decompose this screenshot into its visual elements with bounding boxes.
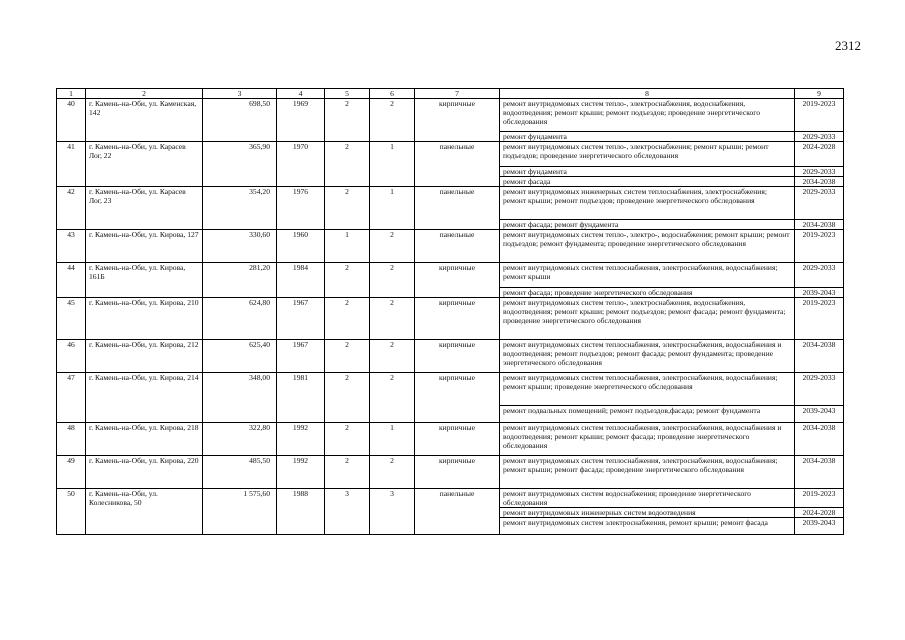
table-row (57, 298, 844, 340)
table-row (57, 423, 844, 456)
address: г. Камень-на-Оби, ул. Кирова, 212 (86, 340, 203, 373)
year-built: 1976 (277, 187, 325, 230)
address: г. Камень-на-Оби, ул. Кирова, 127 (86, 230, 203, 263)
row-number: 49 (57, 456, 86, 489)
entrances: 2 (370, 263, 415, 298)
row-number: 48 (57, 423, 86, 456)
floors: 2 (325, 298, 370, 340)
floors: 1 (325, 230, 370, 263)
work-description: ремонт внутридомовых систем водоснабжения; проведение энергетического обследования (500, 489, 795, 508)
work-period: 2034-2038 (795, 456, 844, 489)
column-number-row (57, 89, 844, 99)
column-number: 2 (86, 89, 203, 99)
entrances: 2 (370, 373, 415, 423)
table-row (57, 489, 844, 508)
work-period: 2019-2023 (795, 230, 844, 263)
row-number: 44 (57, 263, 86, 298)
work-period: 2034-2038 (795, 423, 844, 456)
work-description: ремонт внутридомовых инженерных систем водоотведения (500, 508, 795, 518)
area: 281,20 (203, 263, 277, 298)
floors: 2 (325, 142, 370, 187)
floors: 2 (325, 263, 370, 298)
work-description: ремонт внутридомовых систем теплоснабжения, электроснабжения, водоснабжения; ремонт крыши; ремонт фасада; проведение энергетического обследования (500, 456, 795, 489)
floors: 2 (325, 187, 370, 230)
column-number: 6 (370, 89, 415, 99)
year-built: 1984 (277, 263, 325, 298)
year-built: 1992 (277, 456, 325, 489)
column-number: 7 (415, 89, 500, 99)
floors: 2 (325, 99, 370, 142)
work-period: 2029-2033 (795, 373, 844, 406)
work-period: 2034-2038 (795, 340, 844, 373)
wall-material: панельные (415, 142, 500, 187)
wall-material: кирпичные (415, 263, 500, 298)
table-row (57, 230, 844, 263)
work-description: ремонт фасада (500, 177, 795, 187)
table-row (57, 142, 844, 167)
area: 485,50 (203, 456, 277, 489)
area: 330,60 (203, 230, 277, 263)
row-number: 47 (57, 373, 86, 423)
column-number: 5 (325, 89, 370, 99)
address: г. Камень-на-Оби, ул. Карасев Лог, 23 (86, 187, 203, 230)
work-description: ремонт подвальных помещений; ремонт подъездов,фасада; ремонт фундамента (500, 406, 795, 423)
wall-material: кирпичные (415, 298, 500, 340)
address: г. Камень-на-Оби, ул. Кирова, 214 (86, 373, 203, 423)
table-row (57, 99, 844, 132)
year-built: 1992 (277, 423, 325, 456)
wall-material: кирпичные (415, 340, 500, 373)
year-built: 1967 (277, 298, 325, 340)
floors: 2 (325, 456, 370, 489)
work-description: ремонт внутридомовых систем тепло-, электроснабжения, водоснабжения, водоотведения; ремонт крыши; ремонт подъездов; ремонт фасада; ремонт фундамента; проведение энергетического обследования (500, 298, 795, 340)
work-description: ремонт внутридомовых систем теплоснабжения, электроснабжения, водоснабжения; ремонт крыши (500, 263, 795, 288)
floors: 2 (325, 423, 370, 456)
address: г. Камень-на-Оби, ул. Кирова, 210 (86, 298, 203, 340)
table-row (57, 187, 844, 220)
entrances: 1 (370, 423, 415, 456)
work-description: ремонт внутридомовых систем тепло-, электроснабжения; ремонт крыши; ремонт подъездов; проведение энергетического обследования (500, 142, 795, 167)
work-description: ремонт внутридомовых систем электроснабжения, ремонт крыши; ремонт фасада (500, 518, 795, 535)
year-built: 1981 (277, 373, 325, 423)
table-row (57, 456, 844, 489)
address: г. Камень-на-Оби, ул. Каменская, 142 (86, 99, 203, 142)
year-built: 1969 (277, 99, 325, 142)
row-number: 50 (57, 489, 86, 535)
work-period: 2034-2038 (795, 177, 844, 187)
work-period: 2034-2038 (795, 220, 844, 230)
column-number: 9 (795, 89, 844, 99)
page-number: 2312 (835, 38, 861, 53)
year-built: 1960 (277, 230, 325, 263)
year-built: 1988 (277, 489, 325, 535)
work-description: ремонт внутридомовых инженерных систем теплоснабжения, электроснабжения; ремонт крыши; ремонт подъездов; проведение энергетического обследования (500, 187, 795, 220)
table-row (57, 373, 844, 406)
table-row (57, 340, 844, 373)
area: 322,80 (203, 423, 277, 456)
area: 365,90 (203, 142, 277, 187)
work-period: 2039-2043 (795, 288, 844, 298)
area: 698,50 (203, 99, 277, 142)
work-description: ремонт фасада; проведение энергетического обследования (500, 288, 795, 298)
work-period: 2029-2033 (795, 167, 844, 177)
work-period: 2024-2028 (795, 508, 844, 518)
address: г. Камень-на-Оби, ул. Колесникова, 50 (86, 489, 203, 535)
row-number: 42 (57, 187, 86, 230)
row-number: 40 (57, 99, 86, 142)
address: г. Камень-на-Оби, ул. Карасев Лог, 22 (86, 142, 203, 187)
row-number: 46 (57, 340, 86, 373)
work-period: 2019-2023 (795, 489, 844, 508)
table-row (57, 263, 844, 288)
work-period: 2039-2043 (795, 518, 844, 535)
work-description: ремонт внутридомовых систем теплоснабжения, электроснабжения, водоснабжения; ремонт крыши; проведение энергетического обследования (500, 373, 795, 406)
work-description: ремонт внутридомовых систем теплоснабжения, электроснабжения, водоснабжения и водоотведения; ремонт подъездов; ремонт фасада; ремонт фундамента; проведение энергетического обследования (500, 340, 795, 373)
entrances: 2 (370, 230, 415, 263)
work-description: ремонт внутридомовых систем тепло-, электроснабжения, водоснабжения, водоотведения; ремонт крыши; ремонт подъездов; проведение энергетического обследования (500, 99, 795, 132)
work-description: ремонт фундамента (500, 167, 795, 177)
area: 625,40 (203, 340, 277, 373)
column-number: 1 (57, 89, 86, 99)
wall-material: панельные (415, 187, 500, 230)
work-description: ремонт фасада; ремонт фундамента (500, 220, 795, 230)
work-period: 2019-2023 (795, 298, 844, 340)
area: 354,20 (203, 187, 277, 230)
area: 1 575,60 (203, 489, 277, 535)
year-built: 1970 (277, 142, 325, 187)
entrances: 1 (370, 142, 415, 187)
entrances: 3 (370, 489, 415, 535)
floors: 2 (325, 340, 370, 373)
work-description: ремонт фундамента (500, 132, 795, 142)
row-number: 43 (57, 230, 86, 263)
address: г. Камень-на-Оби, ул. Кирова, 161Б (86, 263, 203, 298)
column-number: 3 (203, 89, 277, 99)
address: г. Камень-на-Оби, ул. Кирова, 220 (86, 456, 203, 489)
column-number: 8 (500, 89, 795, 99)
wall-material: кирпичные (415, 99, 500, 142)
wall-material: кирпичные (415, 423, 500, 456)
column-number: 4 (277, 89, 325, 99)
area: 348,00 (203, 373, 277, 423)
floors: 2 (325, 373, 370, 423)
entrances: 2 (370, 456, 415, 489)
wall-material: кирпичные (415, 456, 500, 489)
wall-material: панельные (415, 489, 500, 535)
housing-repair-table (56, 88, 844, 535)
entrances: 1 (370, 187, 415, 230)
work-period: 2029-2033 (795, 132, 844, 142)
work-period: 2019-2023 (795, 99, 844, 132)
wall-material: панельные (415, 230, 500, 263)
floors: 3 (325, 489, 370, 535)
year-built: 1967 (277, 340, 325, 373)
table-body (57, 89, 844, 535)
address: г. Камень-на-Оби, ул. Кирова, 218 (86, 423, 203, 456)
work-period: 2029-2033 (795, 187, 844, 220)
work-description: ремонт внутридомовых систем теплоснабжения, электроснабжения, водоснабжения и водоотведения; ремонт крыши; ремонт фасада; проведение энергетического обследования (500, 423, 795, 456)
entrances: 2 (370, 298, 415, 340)
work-description: ремонт внутридомовых систем тепло-, электро-, водоснабжения; ремонт крыши; ремонт подъездов; ремонт фундамента; проведение энергетического обследования (500, 230, 795, 263)
wall-material: кирпичные (415, 373, 500, 423)
area: 624,80 (203, 298, 277, 340)
entrances: 2 (370, 99, 415, 142)
work-period: 2024-2028 (795, 142, 844, 167)
row-number: 45 (57, 298, 86, 340)
row-number: 41 (57, 142, 86, 187)
work-period: 2029-2033 (795, 263, 844, 288)
work-period: 2039-2043 (795, 406, 844, 423)
entrances: 2 (370, 340, 415, 373)
